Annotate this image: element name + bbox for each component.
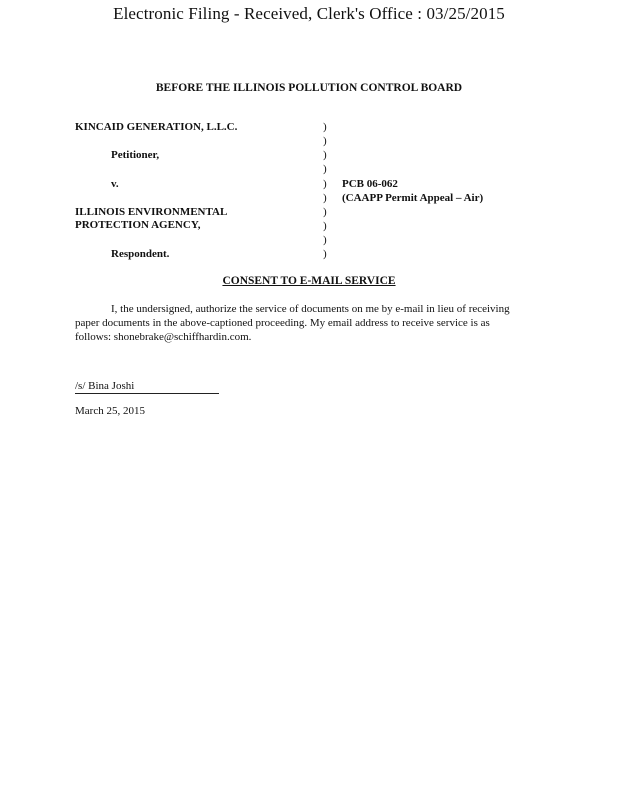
consent-body: I, the undersigned, authorize the service of documents on me by e-mail in lieu of receiving paper documents in the above-captioned proceeding. My email address to receive service is as follows: shonebrake@schiffhardin.com. [75, 303, 510, 343]
petitioner-name: KINCAID GENERATION, L.L.C. [75, 121, 238, 133]
caption-paren: ) [323, 206, 327, 218]
case-type: (CAAPP Permit Appeal – Air) [342, 192, 484, 204]
respondent-name-line1: ILLINOIS ENVIRONMENTAL [75, 206, 228, 218]
case-number: PCB 06-062 [342, 178, 398, 190]
caption-paren: ) [323, 121, 327, 133]
filing-stamp: Electronic Filing - Received, Clerk's Office : 03/25/2015 [113, 4, 505, 23]
caption-paren: ) [323, 135, 327, 147]
signature-line: /s/ Bina Joshi [75, 380, 219, 394]
respondent-role: Respondent. [111, 248, 170, 260]
caption-paren: ) [323, 149, 327, 161]
respondent-name-line2: PROTECTION AGENCY, [75, 219, 201, 231]
caption-paren: ) [323, 220, 327, 232]
caption-paren: ) [323, 234, 327, 246]
petitioner-role: Petitioner, [111, 149, 160, 161]
document-title: BEFORE THE ILLINOIS POLLUTION CONTROL BOARD [155, 82, 463, 94]
consent-heading: CONSENT TO E-MAIL SERVICE [222, 275, 396, 287]
signature-date: March 25, 2015 [75, 405, 145, 417]
caption-paren: ) [323, 163, 327, 175]
caption-paren: ) [323, 192, 327, 204]
versus-label: v. [111, 178, 119, 190]
caption-paren: ) [323, 248, 327, 260]
caption-paren: ) [323, 178, 327, 190]
